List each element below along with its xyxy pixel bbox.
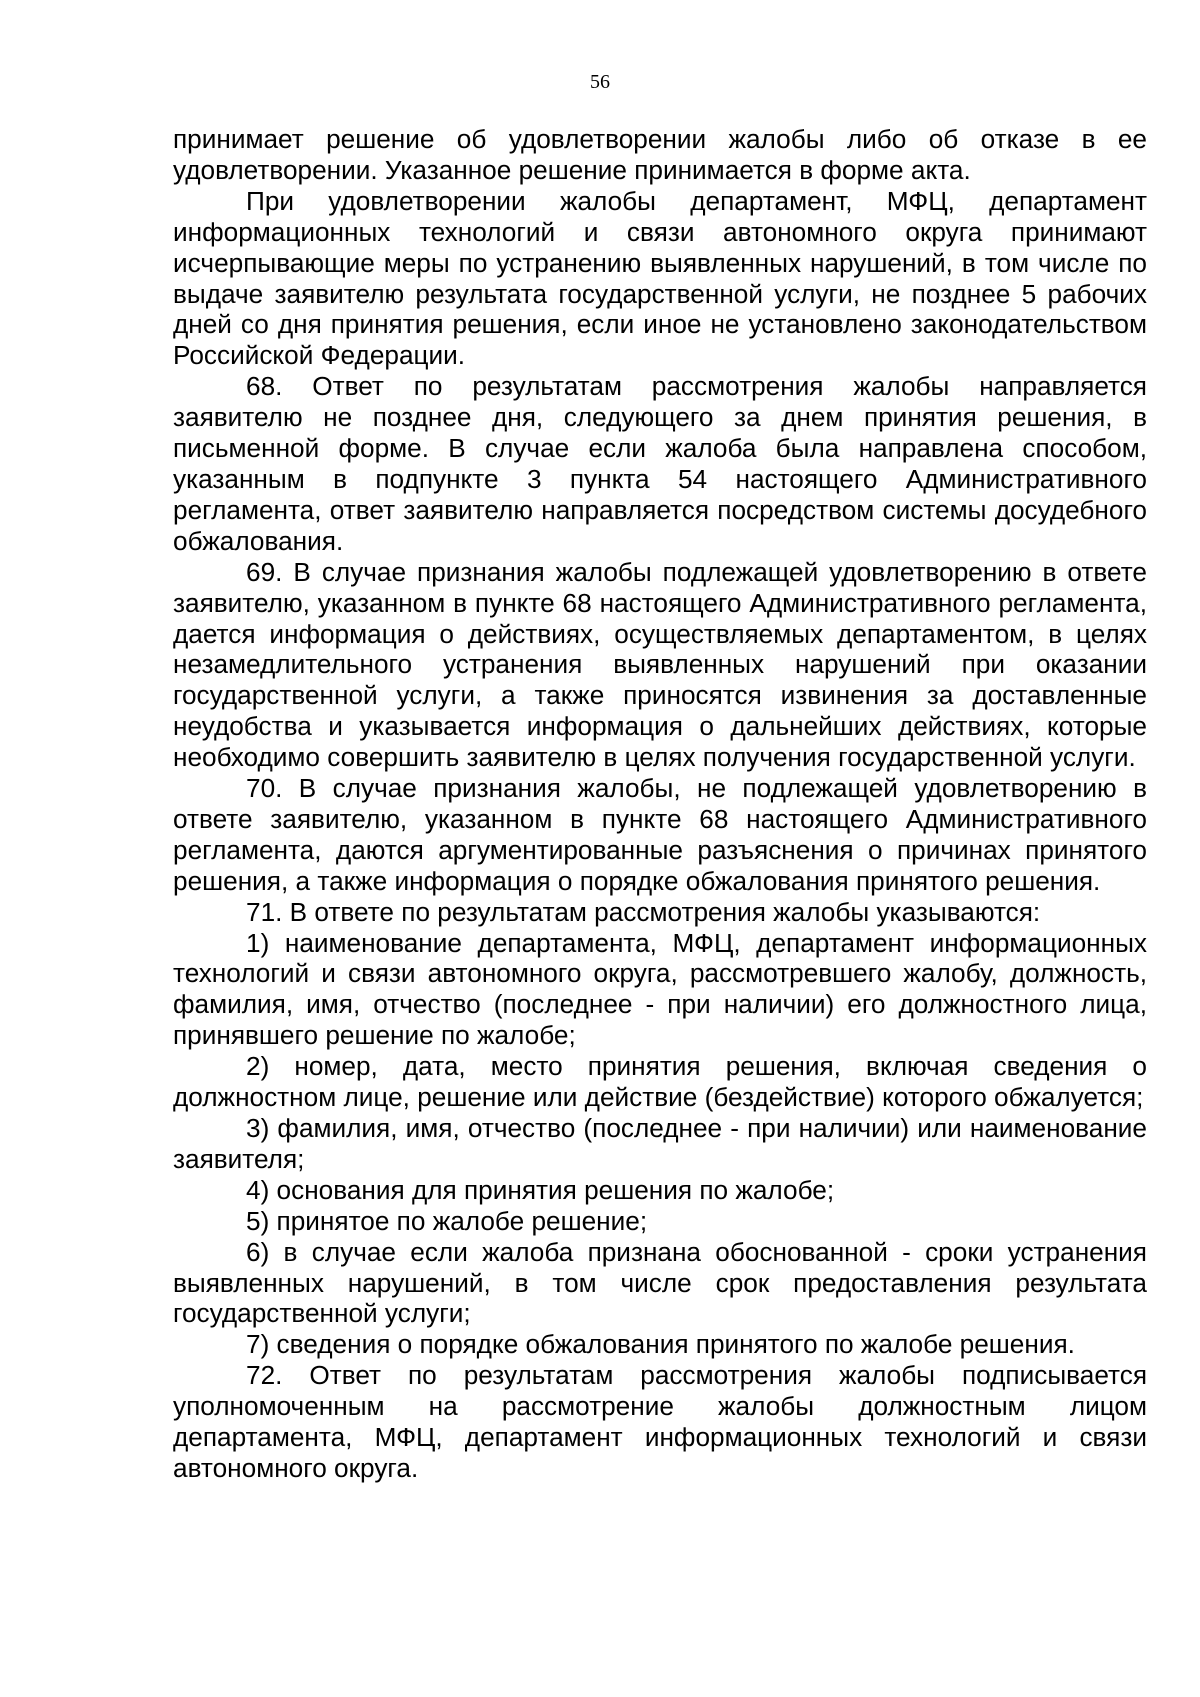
paragraph-satisfaction-measures: При удовлетворении жалобы департамент, МФЦ, департамент информационных технологий и связи автономного округа принимают исчерпывающие меры по устранению выявленных нарушений, в том числе по выдаче заявителю результата государственной услуги, не позднее 5 рабочих дней со дня принятия решения, если иное не установлено законодательством Российской Федерации.: [173, 185, 1147, 371]
list-item-3: 3) фамилия, имя, отчество (последнее - при наличии) или наименование заявителя;: [173, 1113, 1147, 1174]
list-item-1: 1) наименование департамента, МФЦ, департамент информационных технологий и связи автономного округа, рассмотревшего жалобу, должность, фамилия, имя, отчество (последнее - при наличии) его должностного лица, принявшего решение по жалобе;: [173, 927, 1147, 1051]
document-body: [173, 124, 1147, 1484]
list-item-7: 7) сведения о порядке обжалования принятого по жалобе решения.: [246, 1329, 1075, 1360]
list-item-4: 4) основания для принятия решения по жалобе;: [246, 1174, 835, 1205]
paragraph-72: 72. Ответ по результатам рассмотрения жалобы подписывается уполномоченным на рассмотрение жалобы должностным лицом департамента, МФЦ, департамент информационных технологий и связи автономного округа.: [173, 1360, 1147, 1483]
paragraph-68: 68. Ответ по результатам рассмотрения жалобы направляется заявителю не позднее дня, следующего за днем принятия решения, в письменной форме. В случае если жалоба была направлена способом, указанным в подпункте 3 пункта 54 настоящего Административного регламента, ответ заявителю направляется посредством системы досудебного обжалования.: [173, 371, 1147, 556]
paragraph-69: 69. В случае признания жалобы подлежащей удовлетворению в ответе заявителю, указанном в пункте 68 настоящего Административного регламента, дается информация о действиях, осуществляемых департаментом, в целях незамедлительного устранения выявленных нарушений при оказании государственной услуги, а также приносятся извинения за доставленные неудобства и указывается информация о дальнейших действиях, которые необходимо совершить заявителю в целях получения государственной услуги.: [173, 556, 1147, 773]
paragraph-continuation: принимает решение об удовлетворении жалобы либо об отказе в ее удовлетворении. Указанное решение принимается в форме акта.: [173, 124, 1147, 185]
list-item-2: 2) номер, дата, место принятия решения, включая сведения о должностном лице, решение или действие (бездействие) которого обжалуется;: [173, 1051, 1147, 1113]
page-number: 56: [590, 71, 610, 93]
list-item-5: 5) принятое по жалобе решение;: [246, 1205, 648, 1236]
list-item-6: 6) в случае если жалоба признана обоснованной - сроки устранения выявленных нарушений, в том числе срок предоставления результата государственной услуги;: [173, 1236, 1147, 1329]
paragraph-70: 70. В случае признания жалобы, не подлежащей удовлетворению в ответе заявителю, указанном в пункте 68 настоящего Административного регламента, даются аргументированные разъяснения о причинах принятого решения, а также информация о порядке обжалования принятого решения.: [173, 773, 1147, 896]
paragraph-71: 71. В ответе по результатам рассмотрения жалобы указываются:: [246, 896, 1041, 927]
